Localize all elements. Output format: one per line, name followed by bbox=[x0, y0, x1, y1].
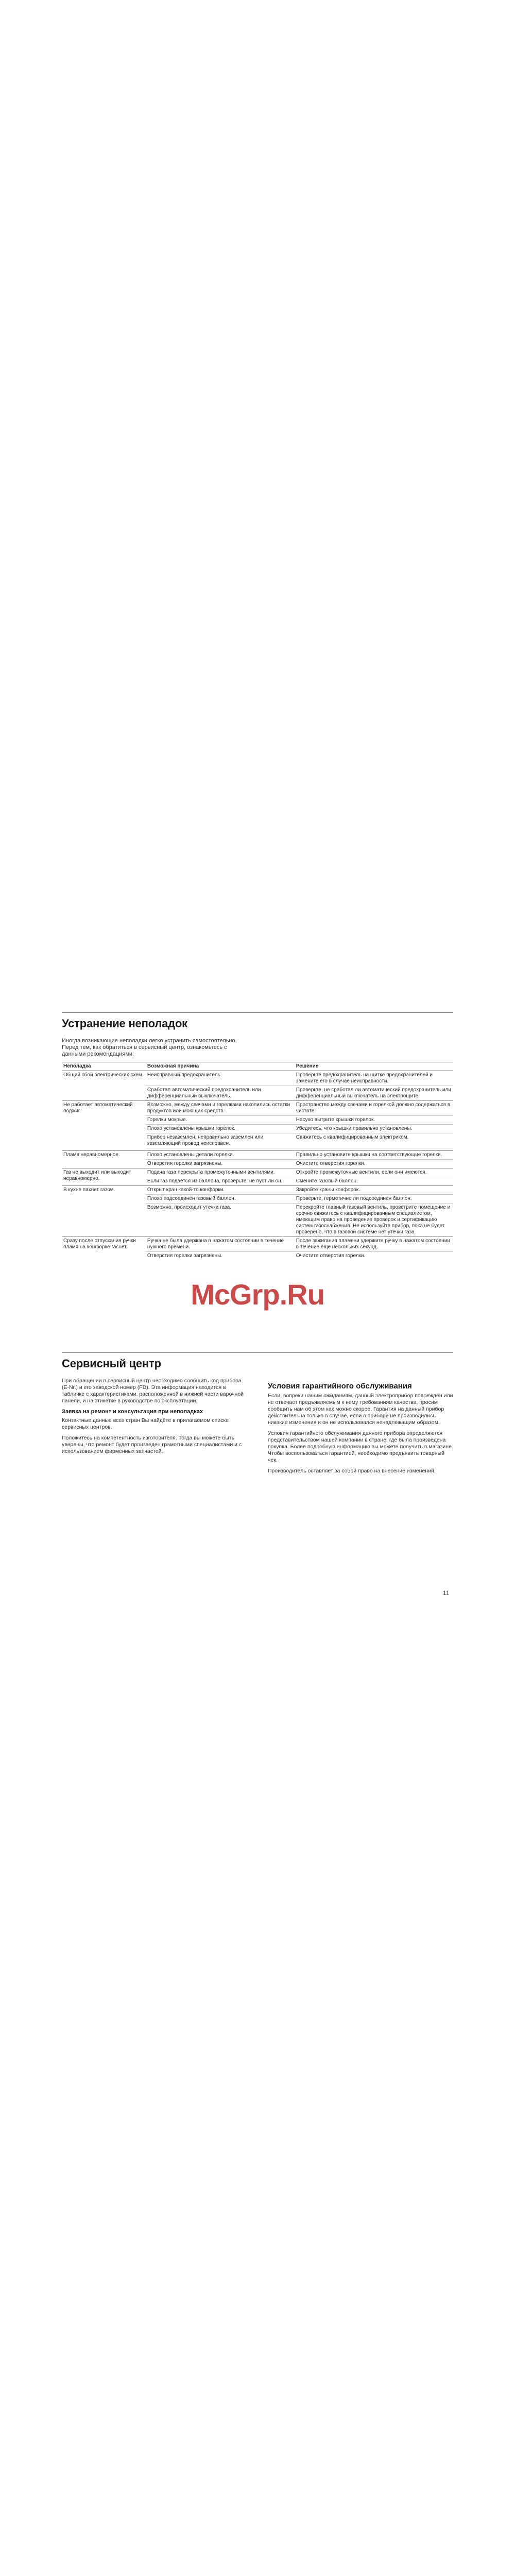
table-header-fault: Неполадка bbox=[62, 1062, 146, 1071]
table-cell-cause: Плохо подсоединен газовый баллон. bbox=[146, 1195, 295, 1204]
section-divider bbox=[62, 1012, 453, 1013]
service-center-title: Сервисный центр bbox=[62, 1357, 161, 1370]
table-cell-solution: Насухо вытрите крышки горелок. bbox=[295, 1116, 453, 1125]
table-cell-fault: Общий сбой электрических схем. bbox=[62, 1071, 146, 1101]
table-header-row bbox=[62, 1062, 453, 1071]
service-paragraph: Положитесь на компетентность изготовителя. Тогда вы можете быть уверены, что ремонт будет произведен грамотными специалистами и с использованием фирменных запчастей. bbox=[62, 1435, 242, 1454]
table-row bbox=[62, 1186, 453, 1195]
table-cell-cause: Возможно, между свечами и горелками накопились остатки продуктов или моющих средств. bbox=[146, 1101, 295, 1116]
watermark-logo: McGrp.Ru bbox=[191, 1278, 324, 1311]
table-row bbox=[62, 1151, 453, 1160]
table-cell-cause: Неисправный предохранитель. bbox=[146, 1071, 295, 1086]
table-cell-solution: После зажигания пламени удержите ручку в нажатом состоянии в течение еще нескольких секунд. bbox=[295, 1237, 453, 1252]
table-cell-cause: Подача газа перекрыта промежуточными вентилями. bbox=[146, 1168, 295, 1177]
warranty-paragraph: Условия гарантийного обслуживания данного прибора определяются представительством нашей компании в стране, где была произведена покупка. Более подробную информацию вы можете получить в магазине. Чтобы воспользоваться гарантией, необходимо предъявить товарный чек. bbox=[268, 1430, 453, 1463]
table-cell-solution: Очистите отверстия горелки. bbox=[295, 1160, 453, 1168]
table-cell-cause: Сработал автоматический предохранитель или дифференциальный выключатель. bbox=[146, 1086, 295, 1101]
table-cell-fault: Пламя неравномерное. bbox=[62, 1151, 146, 1168]
table-cell-solution: Перекройте главный газовый вентиль, проветрите помещение и срочно свяжитесь с квалифицированным специалистом, имеющим право на проведение проверок и сертификацию систем газоснабжения. Не используйте прибор, пока не будет проверено, что в газовой системе нет утечки газа. bbox=[295, 1204, 453, 1237]
service-left-column bbox=[62, 1378, 247, 1479]
table-cell-solution: Откройте промежуточные вентили, если они имеются. bbox=[295, 1168, 453, 1177]
table-cell-solution: Пространство между свечами и горелкой должно содержаться в чистоте. bbox=[295, 1101, 453, 1116]
table-cell-fault: В кухне пахнет газом. bbox=[62, 1186, 146, 1237]
warranty-heading: Условия гарантийного обслуживания bbox=[268, 1382, 412, 1391]
table-cell-fault: Не работает автоматический поджиг. bbox=[62, 1101, 146, 1151]
table-cell-solution: Убедитесь, что крышки правильно установлены. bbox=[295, 1125, 453, 1133]
service-columns bbox=[62, 1378, 453, 1479]
troubleshooting-title: Устранение неполадок bbox=[62, 1017, 187, 1030]
table-row bbox=[62, 1101, 453, 1116]
service-right-column bbox=[268, 1378, 453, 1479]
table-row bbox=[62, 1071, 453, 1086]
table-cell-cause: Если газ подается из баллона, проверьте, не пуст ли он. bbox=[146, 1177, 295, 1186]
table-row bbox=[62, 1237, 453, 1252]
table-cell-cause: Возможно, происходит утечка газа. bbox=[146, 1204, 295, 1237]
table-header-solution: Решение bbox=[295, 1062, 453, 1071]
page-number: 11 bbox=[443, 1589, 450, 1597]
service-paragraph: Контактные данные всех стран Вы найдёте в прилагаемом списке сервисных центров. bbox=[62, 1417, 229, 1430]
table-cell-fault: Газ не выходит или выходит неравномерно. bbox=[62, 1168, 146, 1186]
table-cell-solution: Свяжитесь с квалифицированным электриком. bbox=[295, 1133, 453, 1148]
table-header-cause: Возможная причина bbox=[146, 1062, 295, 1071]
table-cell-cause: Плохо установлены детали горелки. bbox=[146, 1151, 295, 1160]
table-cell-solution: Закройте краны конфорок. bbox=[295, 1186, 453, 1195]
table-cell-solution: Правильно установите крышки на соответствующие горелки. bbox=[295, 1151, 453, 1160]
troubleshooting-section bbox=[62, 1012, 453, 1260]
table-cell-cause: Отверстия горелки загрязнены. bbox=[146, 1160, 295, 1168]
warranty-paragraph: Если, вопреки нашим ожиданиям, данный электроприбор повреждён или не отвечает предъявляемым к нему требованиям качества, просим сообщить нам об этом как можно скорее. Гарантия на данный прибор действительна только в случае, если в приборе не производились никакие изменения и он не использовался ненадлежащим образом. bbox=[268, 1393, 453, 1426]
table-cell-cause: Ручка не была удержана в нажатом состоянии в течение нужного времени. bbox=[146, 1237, 295, 1252]
table-row bbox=[62, 1168, 453, 1177]
table-cell-cause: Открыт кран какой-то конфорки. bbox=[146, 1186, 295, 1195]
service-paragraph: При обращении в сервисный центр необходимо сообщить код прибора (E-Nr.) и его заводской номер (FD). Эта информация находится в табличке с характеристиками, расположенной в нижней части варочной панели, и на этикетке в руководстве по эксплуатации. bbox=[62, 1378, 244, 1404]
troubleshooting-intro: Иногда возникающие неполадки легко устранить самостоятельно. Перед тем, как обратиться в сервисный центр, ознакомьтесь с данными рекомендациями: bbox=[62, 1038, 237, 1057]
table-cell-solution: Проверьте, герметично ли подсоединен баллон. bbox=[295, 1195, 453, 1204]
table-cell-solution: Смените газовый баллон. bbox=[295, 1177, 453, 1186]
table-cell-solution: Очистите отверстия горелки. bbox=[295, 1252, 453, 1261]
warranty-paragraph: Производитель оставляет за собой право на внесение изменений. bbox=[268, 1468, 436, 1474]
table-cell-solution: Проверьте предохранитель на щитке предохранителей и замените его в случае неисправности. bbox=[295, 1071, 453, 1086]
table-cell-cause: Отверстия горелки загрязнены. bbox=[146, 1252, 295, 1261]
section-divider bbox=[62, 1352, 453, 1353]
table-cell-solution: Проверьте, не сработал ли автоматический предохранитель или дифференциальный выключатель на электрощите. bbox=[295, 1086, 453, 1101]
service-subheading: Заявка на ремонт и консультация при неполадках bbox=[62, 1409, 203, 1415]
table-cell-cause: Горелки мокрые. bbox=[146, 1116, 295, 1125]
table-cell-cause: Прибор незаземлен, неправильно заземлен или заземляющий провод неисправен. bbox=[146, 1133, 295, 1148]
table-cell-fault: Сразу после отпускания ручки пламя на конфорке гаснет. bbox=[62, 1237, 146, 1261]
service-center-section bbox=[62, 1352, 453, 1479]
table-cell-cause: Плохо установлены крышки горелок. bbox=[146, 1125, 295, 1133]
troubleshooting-table bbox=[62, 1062, 453, 1260]
